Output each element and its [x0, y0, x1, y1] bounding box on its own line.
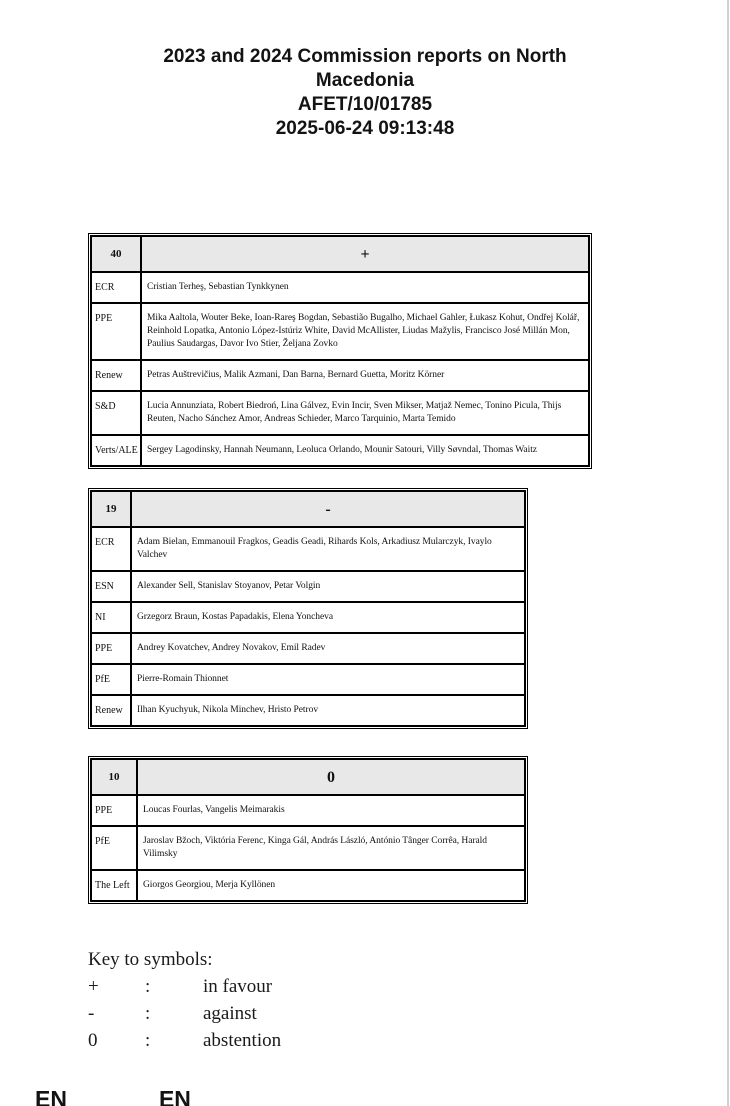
member-names: Giorgos Georgiou, Merja Kyllönen — [137, 870, 525, 901]
vote-symbol: + — [141, 236, 589, 272]
key-meaning: in favour — [203, 976, 273, 997]
table-row — [91, 527, 525, 571]
document-title — [115, 45, 615, 141]
group-label: ECR — [91, 272, 141, 303]
key-heading: Key to symbols: — [88, 949, 213, 970]
key-to-symbols — [88, 946, 730, 1054]
group-label: ECR — [91, 527, 131, 571]
table-row — [91, 391, 589, 435]
table-row — [91, 435, 589, 466]
member-names: Sergey Lagodinsky, Hannah Neumann, Leoluca Orlando, Mounir Satouri, Villy Søvndal, Thomas Waitz — [141, 435, 589, 466]
table-row — [91, 272, 589, 303]
procedure-reference: AFET/10/01785 — [297, 94, 433, 115]
vote-symbol: - — [131, 491, 525, 527]
group-label: PPE — [91, 303, 141, 360]
table-row — [91, 571, 525, 602]
key-symbol: 0 — [88, 1030, 98, 1051]
table-header-row — [91, 759, 525, 795]
page-right-edge — [727, 0, 729, 1106]
group-label: Verts/ALE — [91, 435, 141, 466]
language-mark-right: EN — [158, 1086, 191, 1106]
vote-table-against — [88, 488, 528, 729]
footer-language-marks — [35, 1086, 730, 1106]
group-label: S&D — [91, 391, 141, 435]
group-label: PfE — [91, 826, 137, 870]
key-meaning: against — [203, 1003, 257, 1024]
member-names: Ilhan Kyuchyuk, Nikola Minchev, Hristo Petrov — [131, 695, 525, 726]
group-label: PfE — [91, 664, 131, 695]
key-entry — [88, 1027, 730, 1054]
member-names: Cristian Terheş, Sebastian Tynkkynen — [141, 272, 589, 303]
group-label: Renew — [91, 695, 131, 726]
key-separator: : — [145, 1003, 151, 1024]
table-row — [91, 695, 525, 726]
member-names: Andrey Kovatchev, Andrey Novakov, Emil Radev — [131, 633, 525, 664]
member-names: Mika Aaltola, Wouter Beke, Ioan-Rareş Bogdan, Sebastião Bugalho, Michael Gahler, Łukasz Kohut, Ondřej Kolář, Reinhold Lopatka, Antonio López-Istúriz White, David McAllister, Liudas Mažylis, Francisco José Millán Mon, Paulius Saudargas, Davor Ivo Stier, Željana Zovko — [141, 303, 589, 360]
member-names: Alexander Sell, Stanislav Stoyanov, Petar Volgin — [131, 571, 525, 602]
table-row — [91, 303, 589, 360]
group-label: Renew — [91, 360, 141, 391]
vote-table-favour — [88, 233, 592, 469]
member-names: Loucas Fourlas, Vangelis Meimarakis — [137, 795, 525, 826]
member-names: Lucia Annunziata, Robert Biedroń, Lina Gálvez, Evin Incir, Sven Mikser, Matjaž Nemec, Tonino Picula, Thijs Reuten, Nacho Sánchez Amor, Andreas Schieder, Marco Tarquinio, Marta Temido — [141, 391, 589, 435]
key-entry — [88, 973, 730, 1000]
member-names: Pierre-Romain Thionnet — [131, 664, 525, 695]
table-row — [91, 826, 525, 870]
key-entry — [88, 1000, 730, 1027]
member-names: Grzegorz Braun, Kostas Papadakis, Elena Yoncheva — [131, 602, 525, 633]
member-names: Adam Bielan, Emmanouil Fragkos, Geadis Geadi, Rihards Kols, Arkadiusz Mularczyk, Ivaylo Valchev — [131, 527, 525, 571]
key-separator: : — [145, 976, 151, 997]
vote-table-abstention — [88, 756, 528, 904]
table-header-row — [91, 491, 525, 527]
key-separator: : — [145, 1030, 151, 1051]
vote-count: 10 — [91, 759, 137, 795]
table-row — [91, 633, 525, 664]
key-meaning: abstention — [203, 1030, 282, 1051]
table-row — [91, 870, 525, 901]
group-label: NI — [91, 602, 131, 633]
key-symbol: - — [88, 1003, 95, 1024]
table-row — [91, 664, 525, 695]
group-label: PPE — [91, 795, 137, 826]
group-label: PPE — [91, 633, 131, 664]
table-row — [91, 360, 589, 391]
table-row — [91, 795, 525, 826]
key-symbol: + — [88, 976, 99, 997]
group-label: ESN — [91, 571, 131, 602]
vote-count: 19 — [91, 491, 131, 527]
group-label: The Left — [91, 870, 137, 901]
table-header-row — [91, 236, 589, 272]
vote-symbol: 0 — [137, 759, 525, 795]
table-row — [91, 602, 525, 633]
vote-tables — [88, 233, 730, 904]
language-mark-left: EN — [35, 1086, 67, 1106]
vote-count: 40 — [91, 236, 141, 272]
member-names: Petras Auštrevičius, Malik Azmani, Dan Barna, Bernard Guetta, Moritz Körner — [141, 360, 589, 391]
member-names: Jaroslav Bžoch, Viktória Ferenc, Kinga Gál, András László, António Tânger Corrêa, Harald Vilimsky — [137, 826, 525, 870]
vote-datetime: 2025-06-24 09:13:48 — [275, 118, 455, 139]
report-title: 2023 and 2024 Commission reports on North Macedonia — [163, 46, 567, 91]
